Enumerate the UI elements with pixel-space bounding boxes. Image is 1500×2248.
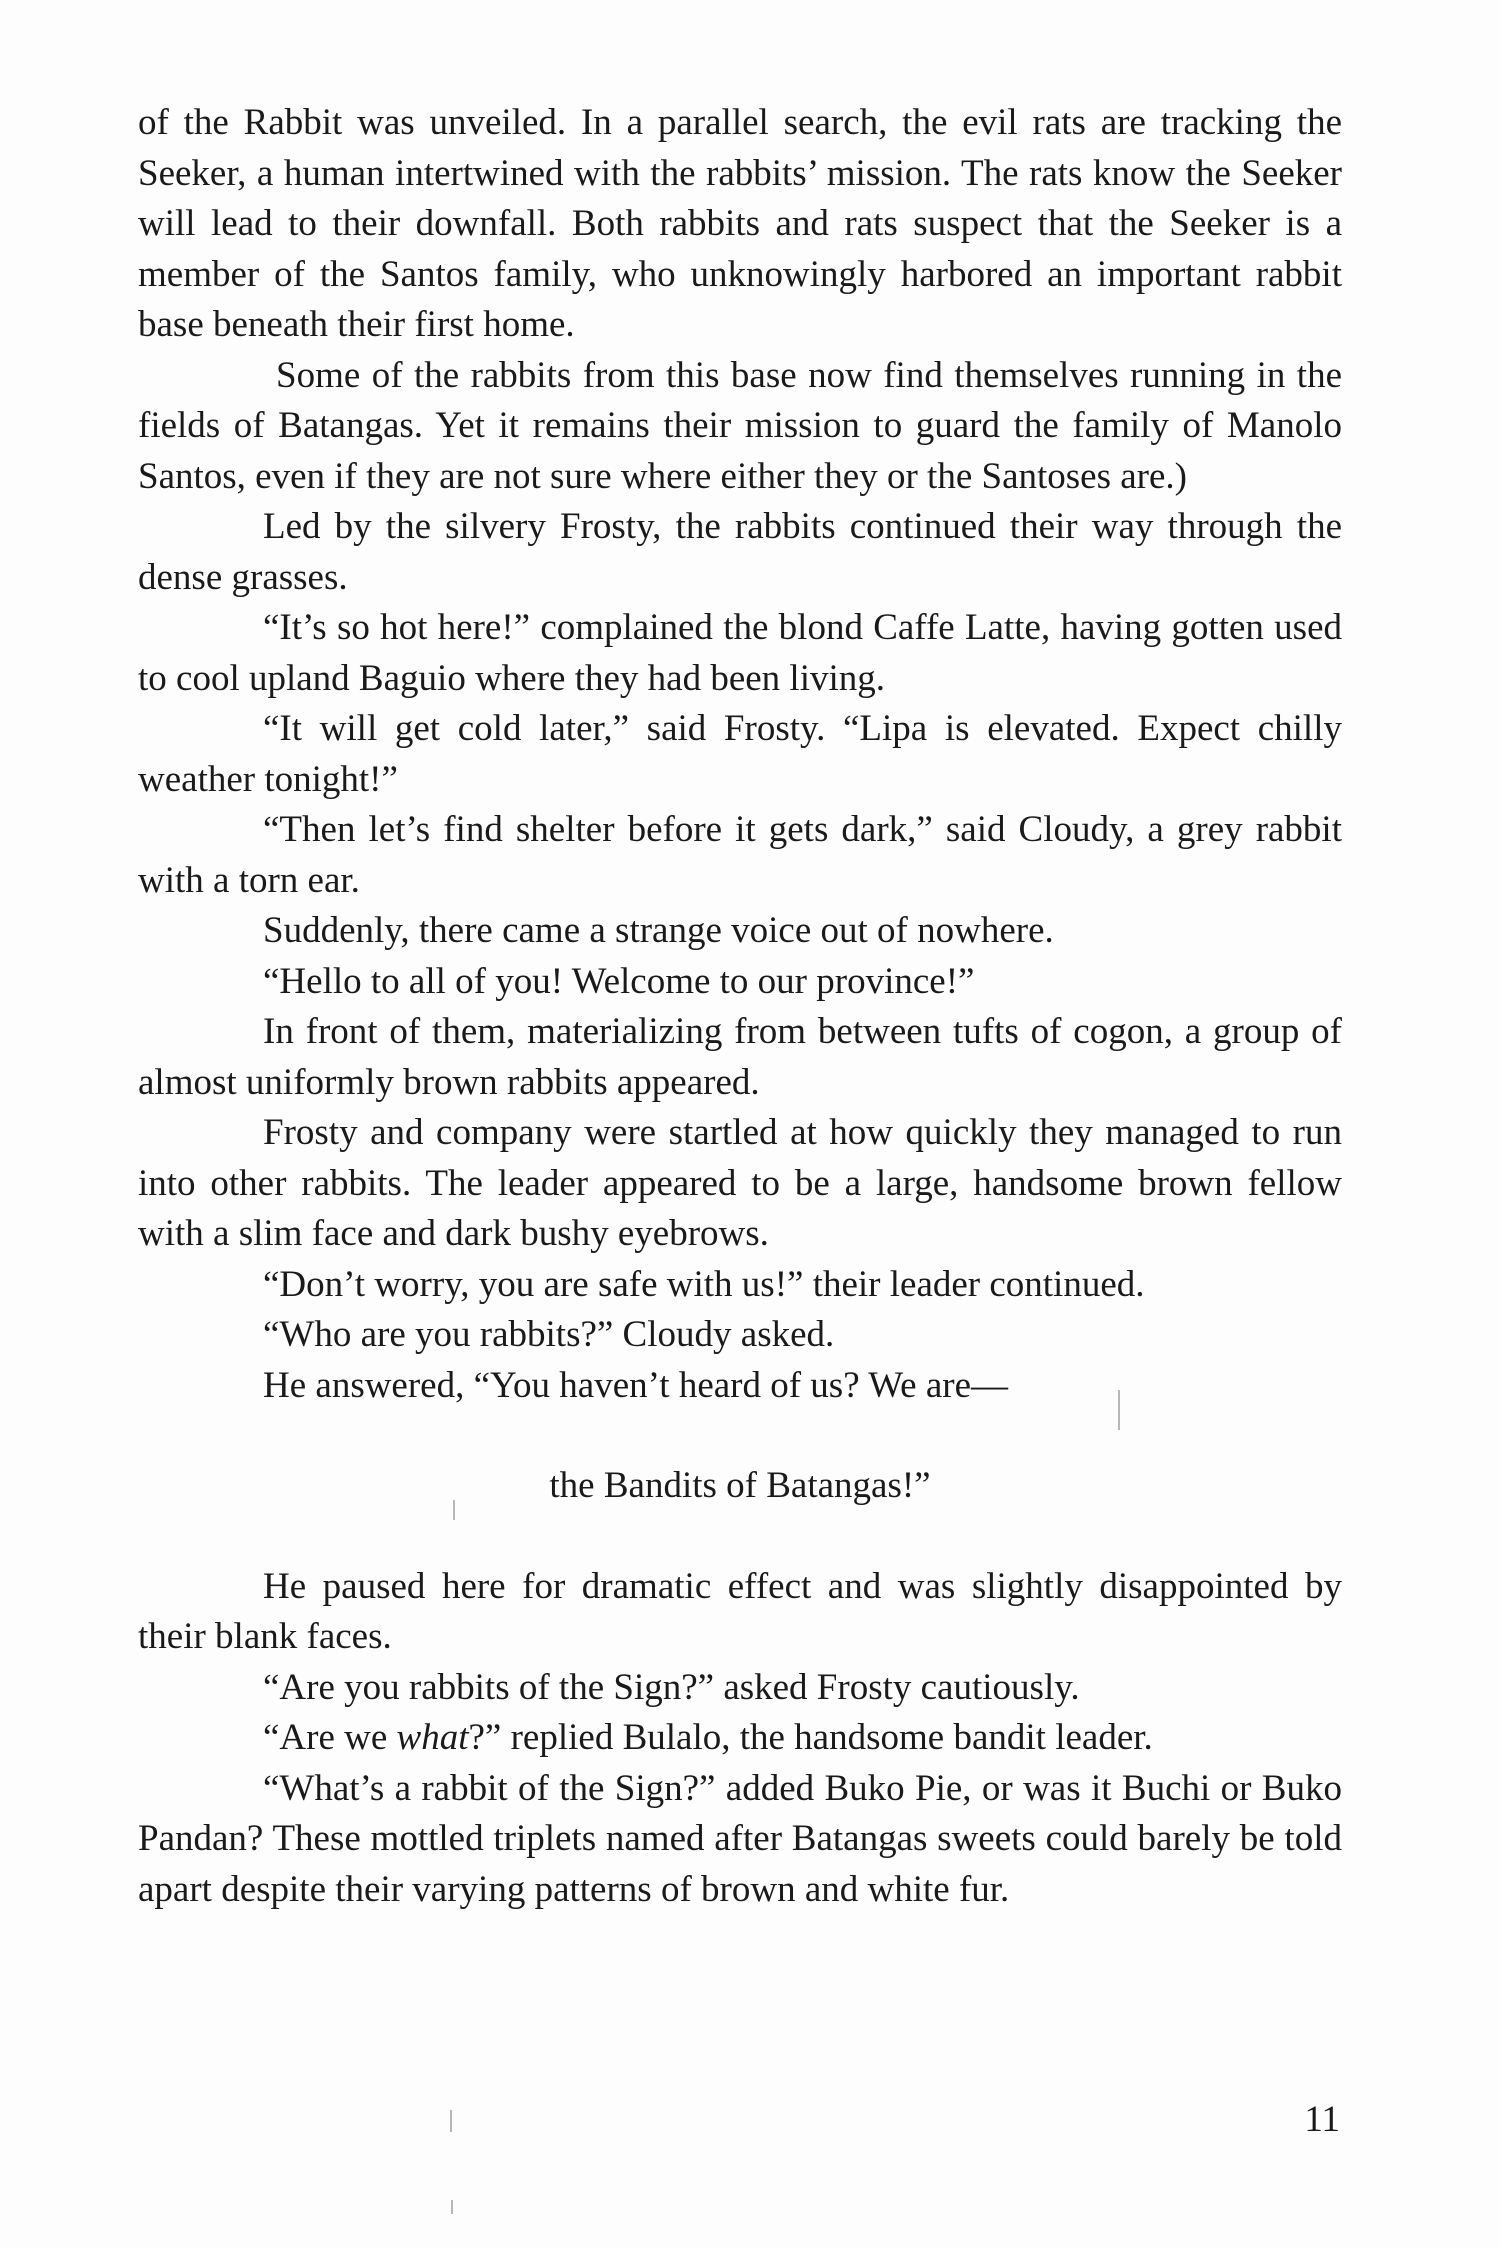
paragraph-11: “Don’t worry, you are safe with us!” their leader continued. bbox=[263, 1263, 1145, 1305]
paragraph-17 bbox=[138, 1713, 1342, 1764]
paragraph-2: Some of the rabbits from this base now find themselves running in the fields of Batangas. Yet it remains their mission to guard the family of Manolo Santos, even if they are not sure where either they or the Santoses are.) bbox=[138, 354, 1342, 497]
scan-speck bbox=[453, 1500, 455, 1520]
paragraph-16: “Are you rabbits of the Sign?” asked Frosty cautiously. bbox=[263, 1666, 1080, 1708]
paragraph-4: “It’s so hot here!” complained the blond Caffe Latte, having gotten used to cool upland Baguio where they had been living. bbox=[138, 607, 1342, 699]
paragraph-3: Led by the silvery Frosty, the rabbits continued their way through the dense grasses. bbox=[138, 506, 1342, 598]
centered-exclamation: the Bandits of Batangas!” bbox=[549, 1465, 931, 1506]
paragraph-8: “Hello to all of you! Welcome to our province!” bbox=[263, 960, 975, 1002]
page-number: 11 bbox=[1304, 2099, 1340, 2140]
body-text bbox=[138, 98, 1342, 1915]
scan-speck bbox=[450, 2110, 452, 2132]
paragraph-13: He answered, “You haven’t heard of us? We are— bbox=[263, 1364, 1009, 1406]
paragraph-5: “It will get cold later,” said Frosty. “Lipa is elevated. Expect chilly weather tonight!” bbox=[138, 708, 1342, 800]
paragraph-10: Frosty and company were startled at how quickly they managed to run into other rabbits. The leader appeared to be a large, handsome brown fellow with a slim face and dark bushy eyebrows. bbox=[138, 1112, 1342, 1254]
emphasized-word: what bbox=[396, 1717, 469, 1758]
paragraph-12: “Who are you rabbits?” Cloudy asked. bbox=[263, 1314, 835, 1355]
scan-speck bbox=[1118, 1390, 1120, 1430]
paragraph-1: of the Rabbit was unveiled. In a parallel search, the evil rats are tracking the Seeker, a human intertwined with the rabbits’ mission. The rats know the Seeker will lead to their downfall. Both rabbits and rats suspect that the Seeker is a member of the Santos family, who unknowingly harbored an important rabbit base beneath their first home. bbox=[138, 102, 1342, 345]
paragraph-7: Suddenly, there came a strange voice out of nowhere. bbox=[263, 910, 1054, 951]
scan-speck bbox=[451, 2200, 453, 2214]
p17-after: ?” replied Bulalo, the handsome bandit leader. bbox=[468, 1717, 1153, 1758]
paragraph-15: He paused here for dramatic effect and was slightly disappointed by their blank faces. bbox=[138, 1565, 1342, 1657]
p17-before: “Are we bbox=[263, 1717, 397, 1758]
paragraph-6: “Then let’s find shelter before it gets dark,” said Cloudy, a grey rabbit with a torn ear. bbox=[138, 809, 1342, 901]
paragraph-18: “What’s a rabbit of the Sign?” added Buko Pie, or was it Buchi or Buko Pandan? These mottled triplets named after Batangas sweets could barely be told apart despite their varying patterns of brown and white fur. bbox=[138, 1767, 1342, 1910]
paragraph-9: In front of them, materializing from between tufts of cogon, a group of almost uniformly brown rabbits appeared. bbox=[138, 1011, 1342, 1103]
